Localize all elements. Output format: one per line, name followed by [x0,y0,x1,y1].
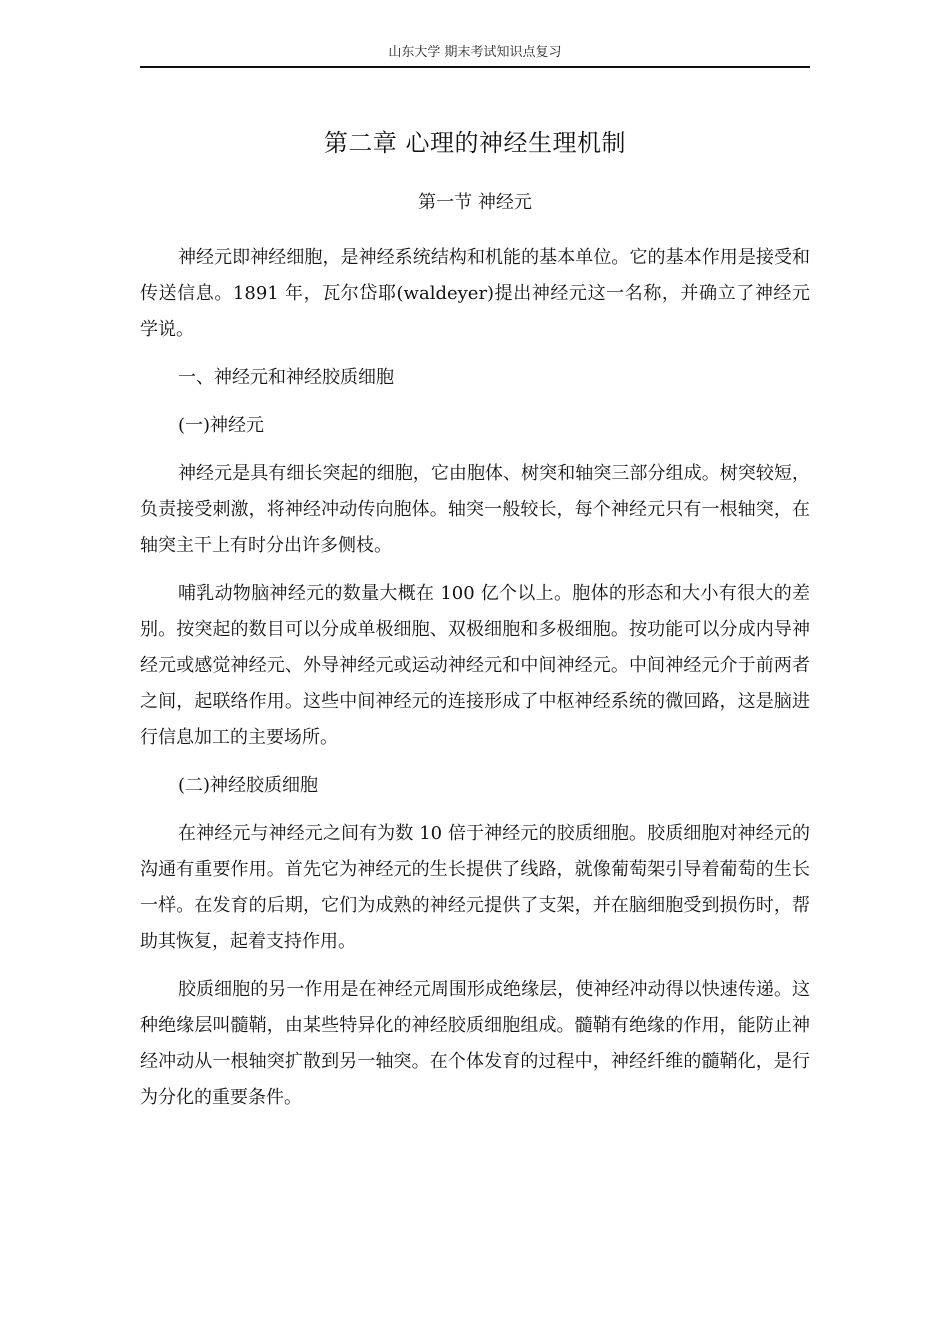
document-body [140,240,810,1128]
paragraph-neuron-types: 哺乳动物脑神经元的数量大概在 100 亿个以上。胞体的形态和大小有很大的差别。按突起的数目可以分成单极细胞、双极细胞和多极细胞。按功能可以分成内导神经元或感觉神经元、外导神经元或运动神经元和中间神经元。中间神经元介于前两者之间，起联络作用。这些中间神经元的连接形成了中枢神经系统的微回路，这是脑进行信息加工的主要场所。 [140,583,810,748]
paragraph-neuron-structure: 神经元是具有细长突起的细胞，它由胞体、树突和轴突三部分组成。树突较短，负责接受刺激，将神经冲动传向胞体。轴突一般较长，每个神经元只有一根轴突，在轴突主干上有时分出许多侧枝。 [140,463,810,556]
running-header: 山东大学 期末考试知识点复习 [388,45,562,60]
paragraph-glia-myelin: 胶质细胞的另一作用是在神经元周围形成绝缘层，使神经冲动得以快速传递。这种绝缘层叫髓鞘，由某些特异化的神经胶质细胞组成。髓鞘有绝缘的作用，能防止神经冲动从一根轴突扩散到另一轴突。在个体发育的过程中，神经纤维的髓鞘化，是行为分化的重要条件。 [140,979,810,1108]
paragraph-intro: 神经元即神经细胞，是神经系统结构和机能的基本单位。它的基本作用是接受和传送信息。1891 年，瓦尔岱耶(waldeyer)提出神经元这一名称，并确立了神经元学说。 [140,247,810,340]
chapter-title: 第二章 心理的神经生理机制 [323,129,627,157]
subheading-neurons-and-glia: 一、神经元和神经胶质细胞 [178,367,394,388]
subheading-glia: (二)神经胶质细胞 [178,775,319,796]
paragraph-glia-support: 在神经元与神经元之间有为数 10 倍于神经元的胶质细胞。胶质细胞对神经元的沟通有重要作用。首先它为神经元的生长提供了线路，就像葡萄架引导着葡萄的生长一样。在发育的后期，它们为成熟的神经元提供了支架，并在脑细胞受到损伤时，帮助其恢复，起着支持作用。 [140,823,810,952]
header-rule [140,66,810,68]
subheading-neuron: (一)神经元 [178,415,265,436]
section-title: 第一节 神经元 [418,192,532,213]
